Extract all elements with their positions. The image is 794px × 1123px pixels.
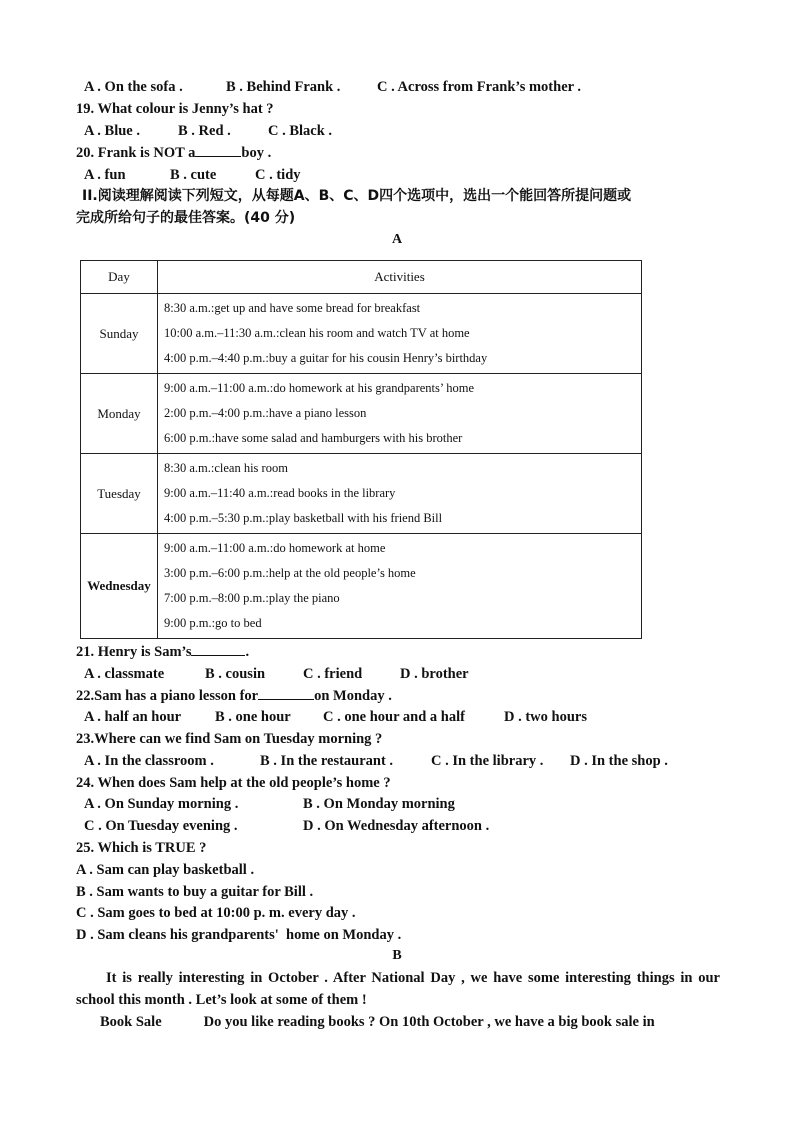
q19-option-a: A . Blue .	[84, 123, 140, 139]
activity-line: 8:30 a.m.:clean his room	[164, 461, 288, 475]
activity-line: 9:00 a.m.–11:00 a.m.:do homework at his grandparents’ home	[164, 381, 475, 395]
q23-option-d: D . In the shop .	[570, 753, 668, 769]
table-row-tuesday	[81, 454, 642, 534]
table-header-row	[81, 261, 642, 294]
q22-option-a: A . half an hour	[84, 709, 182, 725]
passage-b-paragraph	[76, 967, 720, 1011]
q20-stem-pre: 20. Frank is NOT a	[76, 145, 196, 161]
q18-option-a: A . On the sofa .	[84, 79, 183, 95]
activity-line: 4:00 p.m.–5:30 p.m.:play basketball with his friend Bill	[164, 511, 443, 525]
activity-line: 9:00 p.m.:go to bed	[164, 616, 262, 630]
activity-line: 9:00 a.m.–11:40 a.m.:read books in the library	[164, 486, 396, 500]
q21-option-b: B . cousin	[205, 666, 266, 682]
q24-option-a: A . On Sunday morning .	[84, 796, 239, 812]
q19-option-c: C . Black .	[268, 123, 333, 139]
q25-option-c: C . Sam goes to bed at 10:00 p. m. every day .	[76, 905, 356, 921]
section2-heading-line2: 完成所给句子的最佳答案。(40 分)	[76, 210, 296, 226]
activity-line: 8:30 a.m.:get up and have some bread for breakfast	[164, 301, 421, 315]
activity-line: 6:00 p.m.:have some salad and hamburgers with his brother	[164, 431, 463, 445]
q20-option-b: B . cute	[170, 167, 217, 183]
q20-option-a: A . fun	[84, 167, 126, 183]
q24-option-d: D . On Wednesday afternoon .	[303, 818, 490, 834]
q22-stem-pre: 22.Sam has a piano lesson for	[76, 688, 259, 704]
day-cell-monday: Monday	[81, 374, 158, 454]
q25-option-d: D . Sam cleans his grandparents' home on Monday .	[76, 927, 402, 943]
q21-answer-blank[interactable]	[191, 643, 245, 656]
q25-stem: 25. Which is TRUE ?	[76, 840, 207, 856]
q22-stem	[76, 687, 392, 705]
activities-column-header: Activities	[158, 261, 642, 294]
table-row-wednesday	[81, 534, 642, 639]
q22-option-d: D . two hours	[504, 709, 587, 725]
q21-stem-post: .	[245, 644, 250, 660]
activities-cell-monday	[158, 374, 642, 454]
activities-cell-sunday	[158, 294, 642, 374]
passage-a-label: A	[391, 232, 403, 247]
passage-b-label: B	[392, 948, 402, 963]
activity-line: 9:00 a.m.–11:00 a.m.:do homework at home	[164, 541, 386, 555]
q23-option-b: B . In the restaurant .	[260, 753, 394, 769]
q24-stem: 24. When does Sam help at the old people’s home ?	[76, 775, 391, 791]
q22-option-b: B . one hour	[215, 709, 291, 725]
day-cell-wednesday: Wednesday	[81, 534, 158, 639]
q23-option-c: C . In the library .	[431, 753, 544, 769]
q18-option-b: B . Behind Frank .	[226, 79, 341, 95]
q20-option-c: C . tidy	[255, 167, 301, 183]
book-sale-line	[100, 1013, 655, 1031]
q21-stem-pre: 21. Henry is Sam’s	[76, 644, 192, 660]
q19-option-b: B . Red .	[178, 123, 231, 139]
q21-option-a: A . classmate	[84, 666, 165, 682]
section2-heading-line1: II.阅读理解阅读下列短文，从每题A、B、C、D四个选项中，选出一个能回答所提问题或	[82, 188, 632, 204]
q25-option-a: A . Sam can play basketball .	[76, 862, 255, 878]
day-column-header: Day	[81, 261, 158, 294]
activity-line: 7:00 p.m.–8:00 p.m.:play the piano	[164, 591, 340, 605]
q19-stem: 19. What colour is Jenny’s hat ?	[76, 101, 274, 117]
activity-line: 3:00 p.m.–6:00 p.m.:help at the old people’s home	[164, 566, 416, 580]
day-cell-sunday: Sunday	[81, 294, 158, 374]
q22-option-c: C . one hour and a half	[323, 709, 465, 725]
q20-answer-blank[interactable]	[195, 144, 241, 157]
q20-stem	[76, 144, 271, 162]
table-row-sunday	[81, 294, 642, 374]
q20-stem-post: boy .	[241, 145, 272, 161]
q22-stem-post: on Monday .	[314, 688, 392, 704]
q23-stem: 23.Where can we find Sam on Tuesday morning ?	[76, 731, 383, 747]
activities-cell-tuesday	[158, 454, 642, 534]
q18-option-c: C . Across from Frank’s mother .	[377, 79, 582, 95]
q21-option-d: D . brother	[400, 666, 469, 682]
book-sale-text: Do you like reading books ? On 10th October , we have a big book sale in	[203, 1014, 655, 1030]
book-sale-title: Book Sale	[100, 1014, 162, 1030]
q23-option-a: A . In the classroom .	[84, 753, 214, 769]
table-row-monday	[81, 374, 642, 454]
day-cell-tuesday: Tuesday	[81, 454, 158, 534]
activity-line: 4:00 p.m.–4:40 p.m.:buy a guitar for his cousin Henry’s birthday	[164, 351, 488, 365]
activities-cell-wednesday	[158, 534, 642, 639]
q22-answer-blank[interactable]	[258, 687, 314, 700]
q25-option-b: B . Sam wants to buy a guitar for Bill .	[76, 884, 314, 900]
q21-option-c: C . friend	[303, 666, 363, 682]
activity-line: 10:00 a.m.–11:30 a.m.:clean his room and watch TV at home	[164, 326, 470, 340]
q21-stem	[76, 643, 249, 661]
schedule-table	[80, 260, 642, 639]
activity-line: 2:00 p.m.–4:00 p.m.:have a piano lesson	[164, 406, 367, 420]
q24-option-b: B . On Monday morning	[303, 796, 455, 812]
passage-b-intro: It is really interesting in October . After National Day , we have some interesting things in our school this month . Let’s look at some of them !	[76, 970, 720, 1008]
q24-option-c: C . On Tuesday evening .	[84, 818, 238, 834]
